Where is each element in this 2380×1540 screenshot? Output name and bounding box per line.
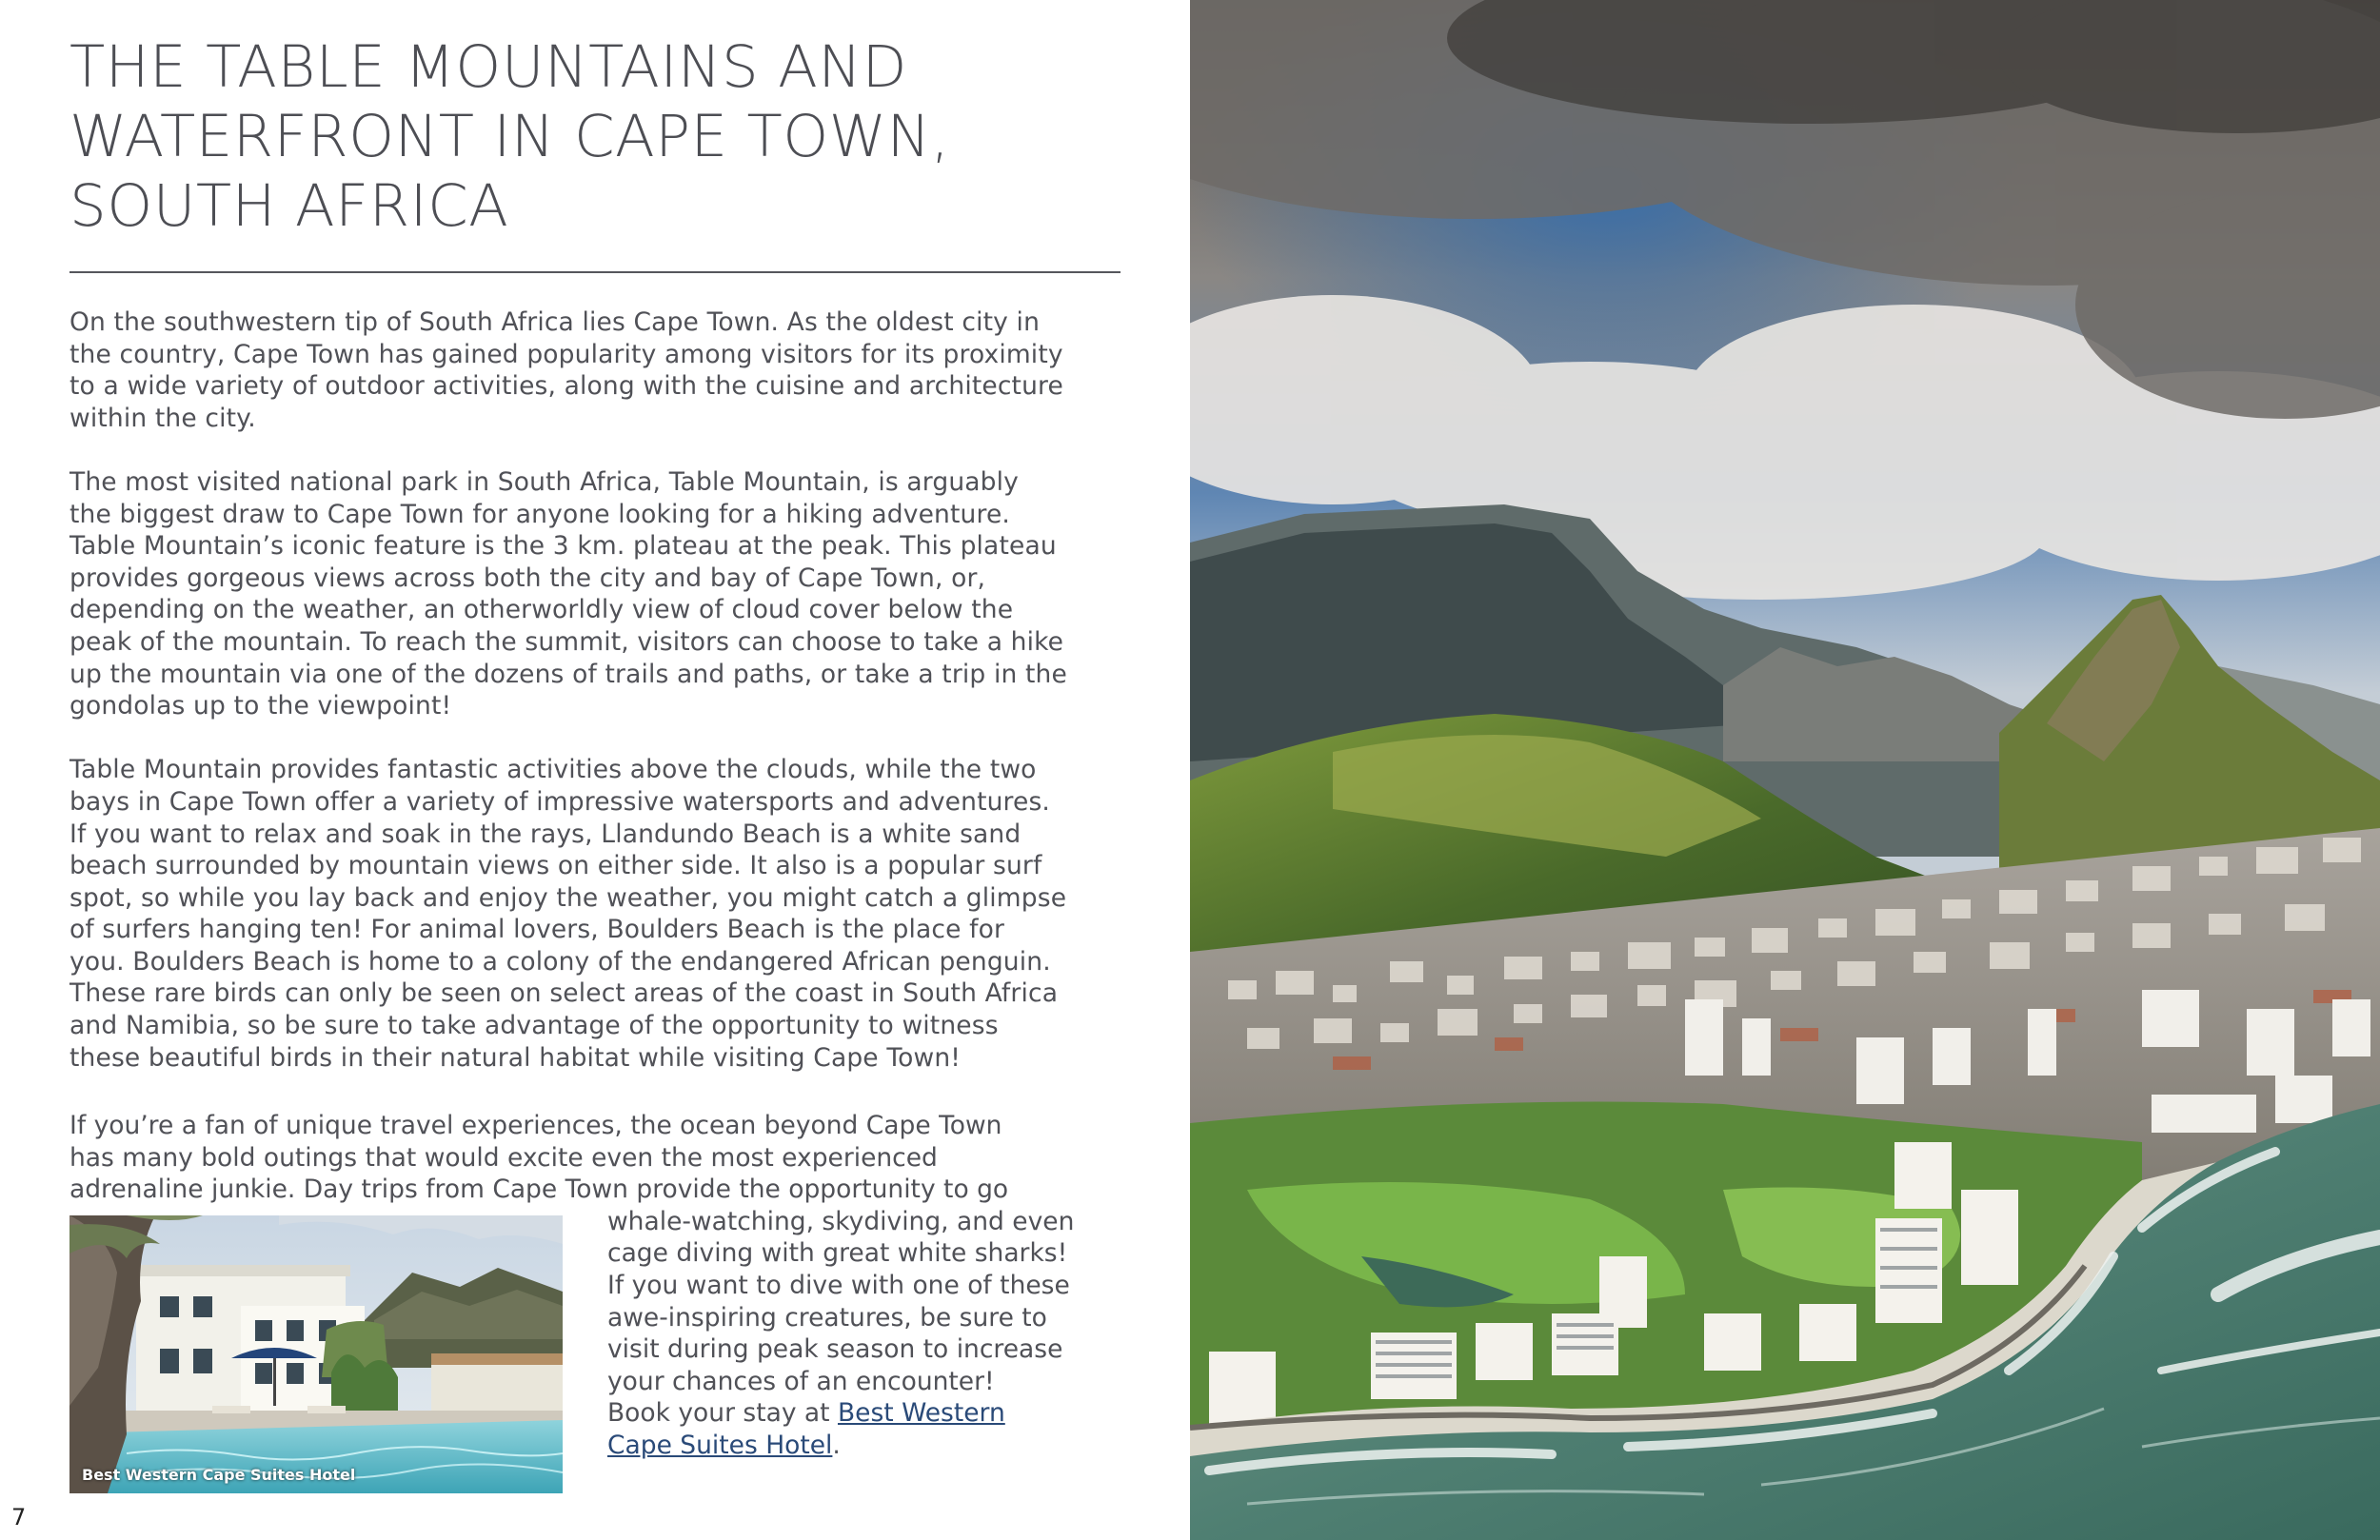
text-line: up the mountain via one of the dozens of trails and paths, or take a trip in the	[69, 659, 1067, 689]
text-line: If you want to dive with one of these	[607, 1270, 1070, 1300]
text-line: bays in Cape Town offer a variety of impressive watersports and adventures.	[69, 786, 1050, 817]
hotel-link[interactable]: Best Western	[837, 1398, 1005, 1429]
text-line: gondolas up to the viewpoint!	[69, 691, 452, 721]
text-line: these beautiful birds in their natural habitat while visiting Cape Town!	[69, 1042, 962, 1073]
text-line: has many bold outings that would excite even the most experienced	[69, 1142, 938, 1173]
hotel-photo-illustration	[69, 1215, 563, 1493]
cape-town-aerial-photo	[1190, 0, 2380, 1540]
title-line: THE TABLE MOUNTAINS AND	[69, 33, 907, 101]
text-line: the country, Cape Town has gained popularity among visitors for its proximity	[69, 339, 1063, 369]
title-divider	[69, 271, 1121, 273]
text-line: The most visited national park in South Africa, Table Mountain, is arguably	[69, 466, 1019, 497]
text-line: your chances of an encounter!	[607, 1366, 995, 1396]
text-line: These rare birds can only be seen on select areas of the coast in South Africa	[69, 978, 1059, 1009]
page-number: 7	[11, 1504, 27, 1530]
text-line: whale-watching, skydiving, and even	[607, 1206, 1075, 1236]
text-line: and Namibia, so be sure to take advantage of the opportunity to witness	[69, 1011, 999, 1041]
text-line: Table Mountain’s iconic feature is the 3 km. plateau at the peak. This plateau	[69, 531, 1057, 562]
paragraph-table-mountain	[69, 466, 1124, 722]
text-line: If you’re a fan of unique travel experiences, the ocean beyond Cape Town	[69, 1111, 1002, 1140]
title-line: SOUTH AFRICA	[69, 172, 509, 240]
text-line: adrenaline junkie. Day trips from Cape Town provide the opportunity to go	[69, 1175, 1009, 1205]
booking-suffix: .	[832, 1430, 841, 1460]
text-line: peak of the mountain. To reach the summit, visitors can choose to take a hike	[69, 626, 1064, 657]
text-line: depending on the weather, an otherworldly view of cloud cover below the	[69, 595, 1014, 625]
hotel-photo-caption: Best Western Cape Suites Hotel	[82, 1466, 356, 1484]
text-line: to a wide variety of outdoor activities, along with the cuisine and architecture	[69, 371, 1063, 402]
paragraph-beaches	[69, 754, 1124, 1074]
page-title	[69, 32, 1136, 241]
text-line: beach surrounded by mountain views on either side. It also is a popular surf	[69, 851, 1042, 881]
text-line: you. Boulders Beach is home to a colony of the endangered African penguin.	[69, 946, 1051, 977]
text-line: If you want to relax and soak in the rays, Llandundo Beach is a white sand	[69, 819, 1021, 849]
text-line: Table Mountain provides fantastic activities above the clouds, while the two	[69, 755, 1037, 785]
text-line: spot, so while you lay back and enjoy the weather, you might catch a glimpse	[69, 882, 1067, 913]
text-line: the biggest draw to Cape Town for anyone looking for a hiking adventure.	[69, 499, 1010, 529]
text-line: provides gorgeous views across both the city and bay of Cape Town, or,	[69, 563, 986, 593]
text-line: visit during peak season to increase	[607, 1334, 1063, 1365]
text-line: within the city.	[69, 403, 256, 433]
hotel-link[interactable]: Cape Suites Hotel	[607, 1430, 833, 1460]
text-line: awe-inspiring creatures, be sure to	[607, 1302, 1047, 1333]
hotel-photo	[69, 1215, 563, 1493]
title-line: WATERFRONT IN CAPE TOWN,	[69, 103, 950, 170]
booking-prefix: Book your stay at	[607, 1398, 838, 1429]
text-line: of surfers hanging ten! For animal lovers, Boulders Beach is the place for	[69, 915, 1005, 945]
text-line: On the southwestern tip of South Africa lies Cape Town. As the oldest city in	[69, 307, 1041, 337]
article-body	[69, 306, 1124, 1106]
aerial-landscape-illustration	[1190, 0, 2380, 1540]
text-line: cage diving with great white sharks!	[607, 1238, 1068, 1269]
paragraph-intro	[69, 306, 1124, 434]
